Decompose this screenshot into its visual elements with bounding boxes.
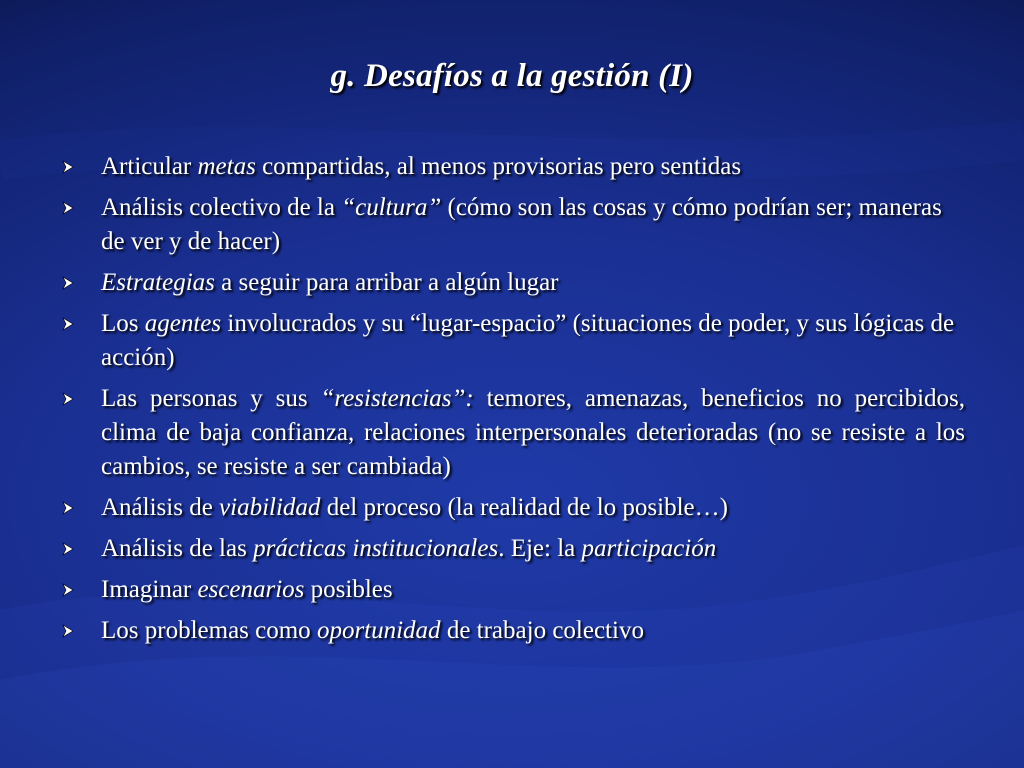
arrowhead-bullet-icon bbox=[61, 501, 75, 515]
bullet-emphasis: metas bbox=[197, 153, 256, 180]
bullet-text: Análisis colectivo de la bbox=[101, 194, 342, 221]
bullet-emphasis: participación bbox=[581, 535, 717, 562]
bullet-text: temores, amenazas, beneficios no percibidos, clima de baja confianza, relaciones interpersonales deterioradas (no se resiste a los cambios, se resiste a ser cambiada) bbox=[101, 385, 965, 480]
bullet-text: Imaginar bbox=[101, 576, 198, 603]
bullet-item bbox=[60, 150, 965, 184]
bullet-item bbox=[60, 266, 965, 300]
bullet-item bbox=[60, 573, 965, 607]
bullet-emphasis: prácticas institucionales bbox=[253, 535, 499, 562]
bullet-emphasis: “cultura” bbox=[341, 194, 442, 221]
bullet-list bbox=[60, 150, 965, 655]
bullet-item bbox=[60, 532, 965, 566]
arrowhead-bullet-icon bbox=[61, 201, 75, 215]
bullet-emphasis: Estrategias bbox=[101, 269, 215, 296]
bullet-text: Las personas y sus bbox=[101, 385, 321, 412]
bullet-emphasis: agentes bbox=[144, 310, 222, 337]
bullet-item bbox=[60, 191, 965, 259]
bullet-text: Los bbox=[101, 310, 145, 337]
bullet-item bbox=[60, 382, 965, 484]
bullet-text: compartidas, al menos provisorias pero sentidas bbox=[255, 153, 742, 180]
bullet-text: posibles bbox=[304, 576, 393, 603]
bullet-emphasis: escenarios bbox=[197, 576, 305, 603]
arrowhead-bullet-icon bbox=[61, 276, 75, 290]
bullet-text: (cómo son las cosas y cómo podrían ser; maneras de ver y de hacer) bbox=[101, 194, 942, 255]
arrowhead-bullet-icon bbox=[61, 160, 75, 174]
bullet-text: involucrados y su “lugar-espacio” (situaciones de poder, y sus lógicas de acción) bbox=[101, 310, 955, 371]
arrowhead-bullet-icon bbox=[61, 317, 75, 331]
bullet-text: Articular bbox=[101, 153, 198, 180]
bullet-item bbox=[60, 491, 965, 525]
bullet-item bbox=[60, 307, 965, 375]
arrowhead-bullet-icon bbox=[61, 542, 75, 556]
bullet-item bbox=[60, 614, 965, 648]
bullet-emphasis: oportunidad bbox=[316, 617, 441, 644]
bullet-emphasis: “resistencias”: bbox=[320, 385, 474, 412]
bullet-text: a seguir para arribar a algún lugar bbox=[214, 269, 559, 296]
bullet-text: . Eje: la bbox=[498, 535, 582, 562]
arrowhead-bullet-icon bbox=[61, 583, 75, 597]
bullet-text: de trabajo colectivo bbox=[440, 617, 644, 644]
arrowhead-bullet-icon bbox=[61, 392, 75, 406]
bullet-text: Análisis de las bbox=[101, 535, 254, 562]
bullet-text: Los problemas como bbox=[101, 617, 317, 644]
slide-title: g. Desafíos a la gestión (I) bbox=[330, 58, 694, 94]
bullet-emphasis: viabilidad bbox=[219, 494, 321, 521]
bullet-text: del proceso (la realidad de lo posible…) bbox=[320, 494, 728, 521]
bullet-text: Análisis de bbox=[101, 494, 220, 521]
arrowhead-bullet-icon bbox=[61, 624, 75, 638]
